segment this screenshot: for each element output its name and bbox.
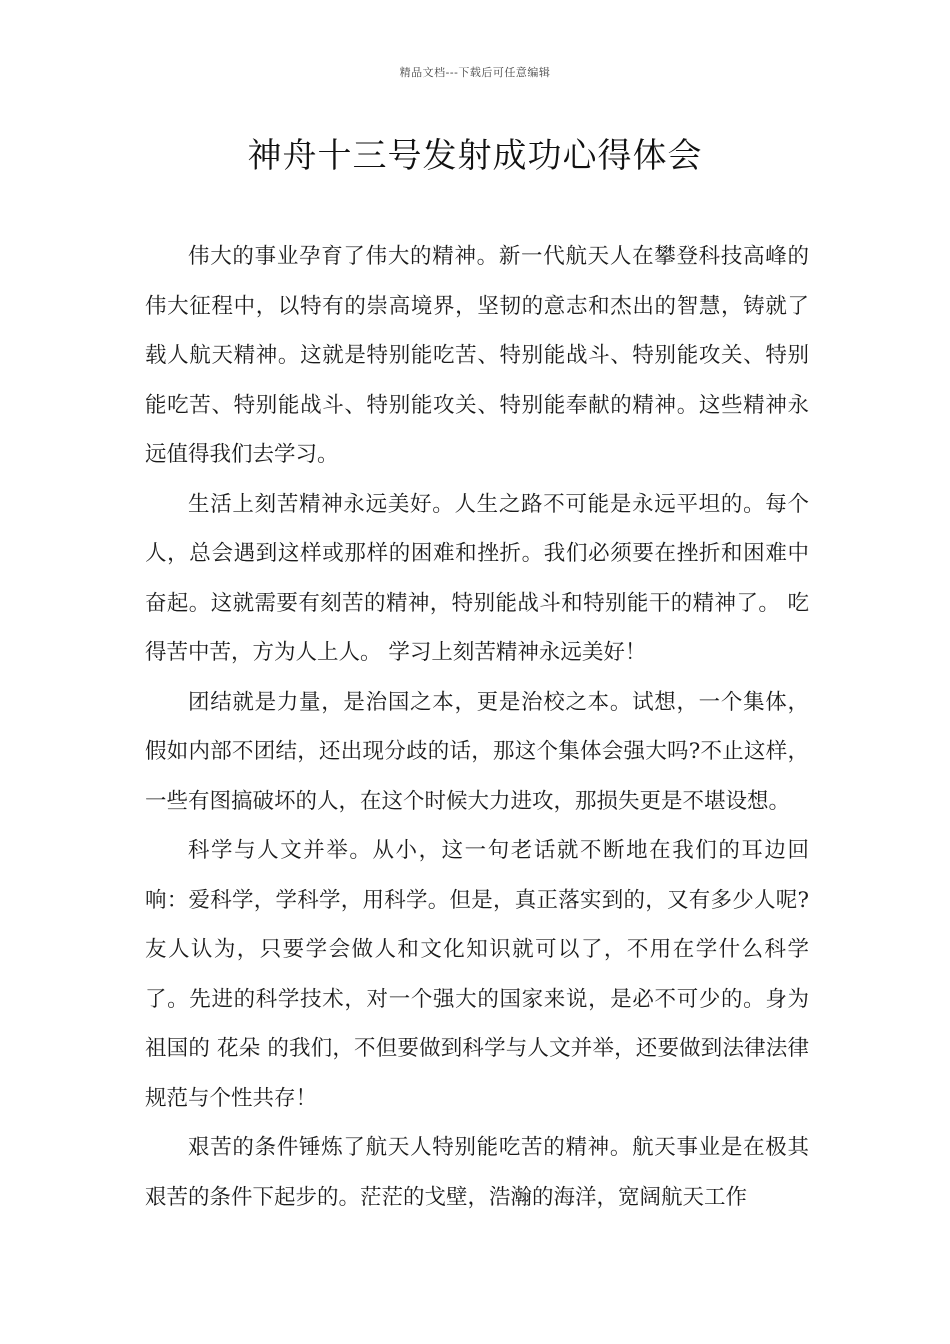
paragraph-4: 科学与人文并举。从小，这一句老话就不断地在我们的耳边回响：爱科学，学科学，用科学。但是，真正落实到的，又有多少人呢?友人认为，只要学会做人和文化知识就可以了，不用在学什么科学了。先进的科学技术，对一个强大的国家来说，是必不可少的。身为祖国的 花朵 的我们，不但要做到科学与人文并举，还要做到法律法律规范与个性共存！ [145, 838, 809, 1111]
paragraph-2: 生活上刻苦精神永远美好。人生之路不可能是永远平坦的。每个人，总会遇到这样或那样的困难和挫折。我们必须要在挫折和困难中奋起。这就需要有刻苦的精神，特别能战斗和特别能干的精神了。 吃得苦中苦，方为人上人。 学习上刻苦精神永远美好！ [145, 491, 809, 665]
paragraph-1: 伟大的事业孕育了伟大的精神。新一代航天人在攀登科技高峰的伟大征程中，以特有的崇高境界，坚韧的意志和杰出的智慧，铸就了载人航天精神。这就是特别能吃苦、特别能战斗、特别能攻关、特别能吃苦、特别能战斗、特别能攻关、特别能奉献的精神。这些精神永远值得我们去学习。 [145, 244, 809, 467]
paragraph-3: 团结就是力量，是治国之本，更是治校之本。试想，一个集体，假如内部不团结，还出现分歧的话，那这个集体会强大吗?不止这样，一些有图搞破坏的人，在这个时候大力进攻，那损失更是不堪设想。 [145, 689, 809, 814]
document-title: 神舟十三号发射成功心得体会 [247, 136, 703, 176]
paragraph-5: 艰苦的条件锤炼了航天人特别能吃苦的精神。航天事业是在极其艰苦的条件下起步的。茫茫的戈壁，浩瀚的海洋，宽阔航天工作 [145, 1135, 809, 1210]
header-note: 精品文档---下载后可任意编辑 [399, 66, 551, 79]
document-body [145, 232, 809, 1222]
